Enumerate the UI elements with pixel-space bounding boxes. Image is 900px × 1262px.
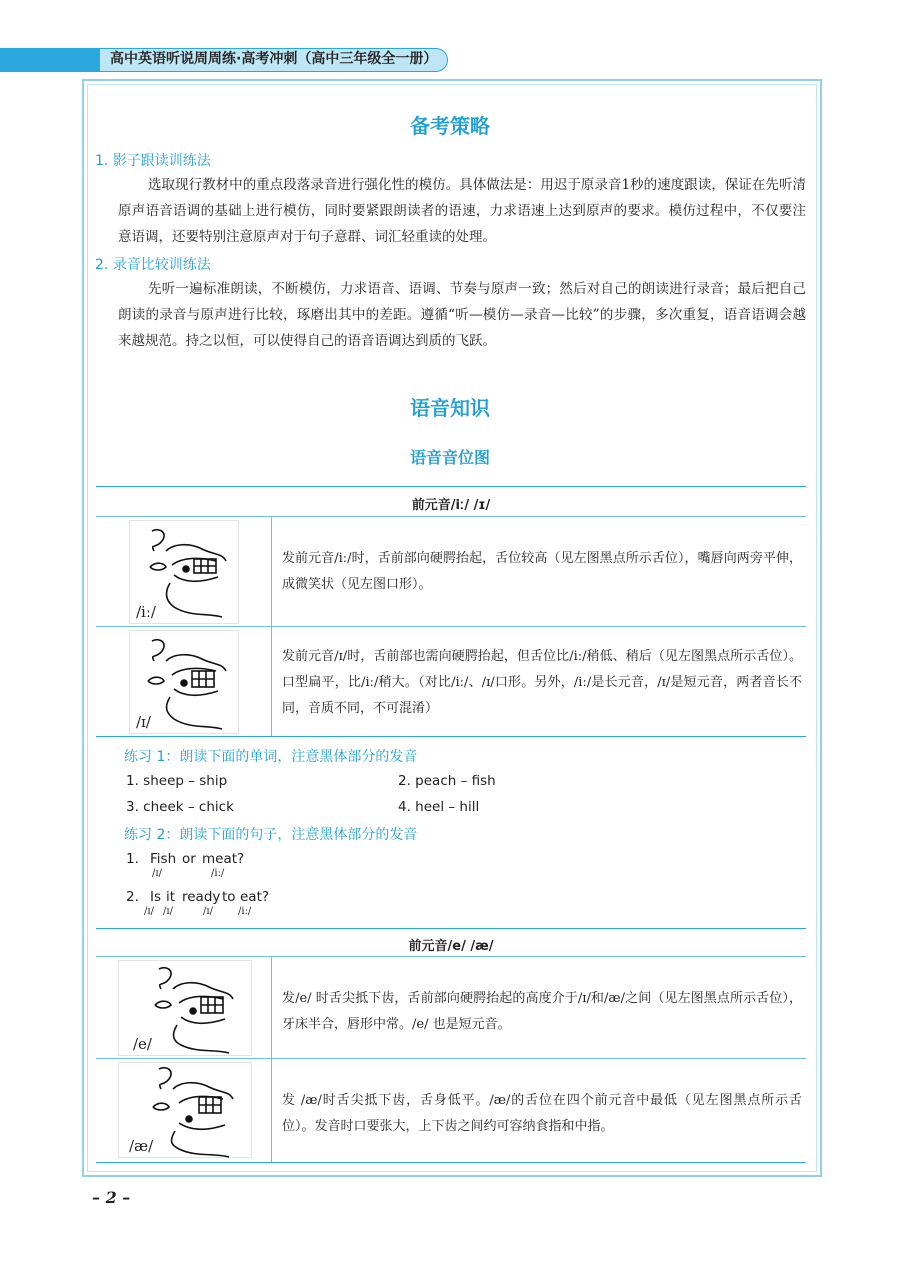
phoneme-label-ii: /iː/ xyxy=(136,603,156,621)
practice2-heading: 练习 2：朗读下面的句子，注意黑体部分的发音 xyxy=(124,827,418,843)
practice1-item-1: 1. sheep – ship xyxy=(126,773,228,789)
phonetic-mark: /iː/ xyxy=(211,868,225,879)
strategy-text-1: 选取现行教材中的重点段落录音进行强化性的模仿。具体做法是：用迟于原录音1秒的速度跟读，保证在先听清原声语音语调的基础上进行模仿，同时要紧跟朗读者的语速，力求语速上达到原声的要求。模仿过程中，不仅要注意语调，还要特别注意原声对于句子意群、词汇轻重读的处理。 xyxy=(118,177,806,245)
phonetic-mark: /ɪ/ xyxy=(144,906,154,917)
table2-row-rule xyxy=(96,1058,806,1059)
table2-bottom-rule xyxy=(96,1162,806,1163)
practice1-item-3: 3. cheek – chick xyxy=(126,799,234,815)
phonetic-mark: /ɪ/ xyxy=(163,906,173,917)
table2-header: 前元音/e/ /æ/ xyxy=(408,939,494,954)
table2-top-rule xyxy=(96,928,806,929)
phonetic-mark: /iː/ xyxy=(238,906,252,917)
desc-ae: 发 /æ/时舌尖抵下齿，舌身低平。/æ/的舌位在四个前元音中最低（见左图黑点所示舌位）。发音时口要张大，上下齿之间约可容纳食指和中指。 xyxy=(282,1093,802,1134)
phoneme-label-i: /ɪ/ xyxy=(136,713,151,731)
desc-e: 发/e/ 时舌尖抵下齿，舌前部向硬腭抬起的高度介于/ɪ/和/æ/之间（见左图黑点所示舌位），牙床半合，唇形中常。/e/ 也是短元音。 xyxy=(282,991,802,1032)
sentence-2-word: ready xyxy=(182,889,221,905)
table1-header-rule xyxy=(96,516,806,517)
desc-ii: 发前元音/iː/时，舌前部向硬腭抬起，舌位较高（见左图黑点所示舌位），嘴唇向两旁平伸，成微笑状（见左图口形）。 xyxy=(282,551,802,592)
sentence-1-number: 1. xyxy=(126,851,139,867)
strategy-heading-2: 2. 录音比较训练法 xyxy=(95,257,211,273)
mouth-diagram-ii xyxy=(129,520,239,624)
mouth-diagram-e xyxy=(118,960,252,1056)
practice1-heading: 练习 1：朗读下面的单词，注意黑体部分的发音 xyxy=(124,749,418,765)
table1-header: 前元音/iː/ /ɪ/ xyxy=(411,498,491,513)
sentence-2-word: eat? xyxy=(240,889,270,905)
strategy-text-2: 先听一遍标准朗读，不断模仿，力求语音、语调、节奏与原声一致；然后对自己的朗读进行录音；最后把自己朗读的录音与原声进行比较，琢磨出其中的差距。遵循“听—模仿—录音—比较”的步骤，多次重复，语音语调会越来越规范。持之以恒，可以使得自己的语音语调达到质的飞跃。 xyxy=(118,281,806,349)
table1-bottom-rule xyxy=(96,736,806,737)
sentence-2-word: Is xyxy=(150,889,162,905)
strategy-heading-1: 1. 影子跟读训练法 xyxy=(95,153,211,169)
book-title: 高中英语听说周周练·高考冲刺（高中三年级全一册） xyxy=(100,48,448,72)
header-accent-bar xyxy=(0,48,100,72)
sentence-1-word: or xyxy=(182,851,196,867)
strategy-title: 备考策略 xyxy=(410,114,490,138)
desc-i: 发前元音/ɪ/时，舌前部也需向硬腭抬起，但舌位比/iː/稍低、稍后（见左图黑点所示舌位）。口型扁平，比/iː/稍大。（对比/iː/、/ɪ/口形。另外，/iː/是长元音，/ɪ/是短元音，两者音长不同，音质不同，不可混淆） xyxy=(282,649,802,716)
phoneme-label-e: /e/ xyxy=(133,1035,152,1053)
sentence-1-word: meat? xyxy=(202,851,245,867)
table1-row-rule xyxy=(96,626,806,627)
knowledge-subtitle: 语音音位图 xyxy=(409,448,490,467)
sentence-2-word: it xyxy=(166,889,176,905)
phoneme-label-ae: /æ/ xyxy=(129,1137,154,1155)
sentence-1-word: Fish xyxy=(150,851,177,867)
phonetic-mark: /ɪ/ xyxy=(152,868,162,879)
mouth-diagram-i xyxy=(129,630,239,734)
knowledge-title: 语音知识 xyxy=(410,396,490,420)
sentence-2-word: to xyxy=(222,889,236,905)
page-number: – 2 – xyxy=(92,1188,131,1207)
practice1-item-2: 2. peach – fish xyxy=(398,773,496,789)
table1-top-rule xyxy=(96,486,806,487)
practice1-item-4: 4. heel – hill xyxy=(398,799,480,815)
mouth-diagram-ae xyxy=(118,1062,252,1158)
phonetic-mark: /ɪ/ xyxy=(203,906,213,917)
sentence-2-number: 2. xyxy=(126,889,139,905)
table2-divider xyxy=(271,956,272,1162)
table2-header-rule xyxy=(96,956,806,957)
